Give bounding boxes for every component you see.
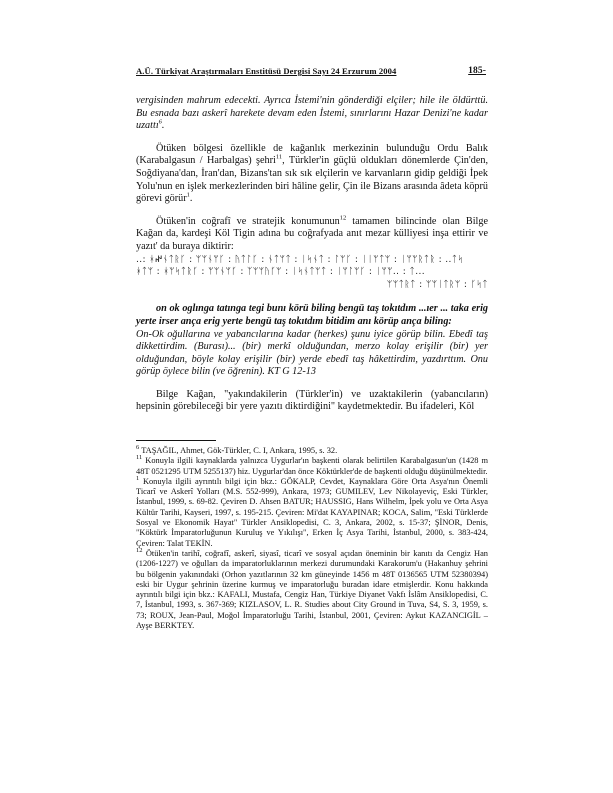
running-header bbox=[136, 66, 486, 76]
footnote-ref: 12 bbox=[339, 214, 347, 222]
footnote-text: Konuyla ilgili ayrıntılı bilgi için bkz.: GÖKALP, Cevdet, Kaynaklara Göre Orta Asya'nın Önemli Ticarî ve Askerî Yolları (M.S. 552-999), Ankara, 1973; GUMILEV, Lev Nikolayeviç, Eski Türkler, İstanbul, 1999, s. 69-82. Çeviren D. Ahsen BATUR; HAUSSIG, Hans Wilhelm, İpek yolu ve Orta Asya Kültür Tarihi, Kayseri, 1997, s. 195-215. Çeviren: Mi'dat KAYAPINAR; KOCA, Salim, "Eski Türklerde Sosyal ve Ekonomik Hayat" Türkler Ansiklopedisi, C. 3, Ankara, 2002, s. 15-37; ŞİNOR, Denis, "Köktürk İmparatorluğunun Kuruluş ve Yıkılışı", Erken İç Asya Tarihi, İstanbul, 2000, s. 383-424, Çeviren: Talat TEKİN. bbox=[136, 476, 488, 548]
footnote-ref: 1 bbox=[186, 191, 190, 199]
runic-inscription-line-3: ᛘᛘᛏᚱᛏ : ᛘᛘᛁᛏᚱᛘ : ᚴᛋᛏ bbox=[386, 279, 488, 290]
transliteration: on ok oglınga tatınga tegi bunı körü biling bengü taş tokıtdım ...ıer ... taka erig yerte irser ança erig yerte bengü taş tokıtdım bitidim anı körüp ança biling: bbox=[136, 303, 488, 327]
footnote bbox=[136, 456, 488, 477]
footnote bbox=[136, 446, 488, 456]
quote-continuation: vergisinden mahrum edecekti. Ayrıca İstemi'nin gönderdiği elçiler; hile ile öldürttü. Bu esnada bazı askerî harekete devam eden İstemi, sınırlarını Hazar Denizi'ne kadar uzattı$^6$. bbox=[136, 95, 488, 132]
footnote bbox=[136, 477, 488, 549]
page-number: 185- bbox=[468, 66, 486, 76]
translation: On-Ok oğullarına ve yabancılarına kadar (herkes) şunu iyice görüp bilin. Ebedî taş dikkettirdim. (Burası)... (bir) merkî olduğundan, merzo kolay erişilir (bir) yer olduğundan, böyle kolay erişilir (bir) yerde ebedî taş hâkettirdim, yazdırttım. Onu görüp öylece bilin (ve öğrenin). KT G 12-13 bbox=[136, 328, 488, 378]
footnote-ref: 6 bbox=[158, 118, 162, 126]
footnote-mark: 11 bbox=[136, 454, 143, 462]
paragraph-text: , Türkler'in güçlü oldukları dönemlerde Çin'den, Soğdiyana'dan, İran'dan, Bizans'tan sık sık elçilerin ve karvanların gidip geldiği İpek Yolu'nun en işlek merkezlerinden biri hâline gelir, Çin ile Bizans arasında âdeta köprü görevi görür bbox=[136, 155, 488, 205]
footnote-text: Ötüken'in tarihî, coğrafî, askerî, siyasî, ticarî ve sosyal açıdan öneminin bir kanıtı da Cengiz Han (1206-1227) ve oğulları da imparatorluklarının merkezi durumundaki Karakorum'u (Hakanhuy şehrini bu bölgenin yakınındaki (Orhon yazıtlarının 32 km güneyinde 1456 m 48T 0136565 UTM 52380394) eski bir Uygur şehrinin üzerine kurmuş ve imparatorluğu buradan idare etmişlerdir. Konu hakkında ayrıntılı bilgi için bkz.: KAFALI, Mustafa, Cengiz Han, Türkiye Diyanet Vakfı İslâm Ansiklopedisi, C. 7, İstanbul, 1993, s. 367-369; KIZLASOV, L. R. Studies about City Ground in Tuva, S4, S. 3, 1959, s. 73; ROUX, Jean-Paul, Moğol İmparatorluğu Tarihi, İstanbul, 2001, Çeviren: Aykut KAZANCIGİL – Ayşe BERKTEY. bbox=[136, 548, 488, 631]
paragraph-text: . bbox=[189, 193, 193, 205]
footnote-mark: 12 bbox=[136, 547, 143, 555]
footnotes bbox=[136, 446, 488, 631]
journal-title: A.Ü. Türkiyat Araştırmaları Enstitüsü Dergisi Sayı 24 Erzurum 2004 bbox=[136, 66, 397, 76]
paragraph-text: tamamen bilincinde olan Bilge Kağan da, kardeşi Köl Tigin adına bu coğrafyada anıt mezar külliyesi inşa ettirir ve yazıt' da buraya diktirir: bbox=[136, 215, 488, 252]
footnote-ref: 11 bbox=[275, 153, 283, 161]
runic-inscription-line-1: ..: ᚼ𐰤ᚾᛏᚱᚴ : ᛘᛘᚾᛘᚴ : ᚤᛏᛚᚴ : ᚾᛏᛘᛏ : ᛁᛋᚾᛏ : ᛚᛘᚴ : ᛁᛁᛘᛏᛘ : ᛁᛘᛘᚱᛏᚱ : ..ᛏᛋ bbox=[136, 254, 464, 265]
quote-text: vergisinden mahrum edecekti. Ayrıca İstemi'nin gönderdiği elçiler; hile ile öldürttü. Bu esnada bazı askerî harekete devam eden İstemi, sınırlarını Hazar Denizi'ne kadar uzattı bbox=[136, 95, 488, 132]
footnote-text: Konuyla ilgili kaynaklarda yalnızca Uygurlar'ın başkenti olarak belirtilen Karabalgasun'un (1428 m 48T 0521295 UTM 5255137) hiz. Uygurlar'dan önce Köktürkler'de de başkenti olduğu düşünülmektedir. bbox=[136, 456, 488, 476]
body-text bbox=[136, 95, 488, 414]
footnote-mark: 1 bbox=[136, 475, 140, 483]
footnote bbox=[136, 549, 488, 631]
paragraph-text: Ötüken bölgesi özellikle de kağanlık merkezinin bulunduğu Ordu Balık (Karabalgasun / Harbalgas) şehri bbox=[136, 142, 488, 167]
paragraph-otuken bbox=[136, 143, 488, 206]
footnote-text: TAŞAĞIL, Ahmet, Gök-Türkler, C. I, Ankara, 1995, s. 32. bbox=[141, 446, 338, 455]
footnote-separator bbox=[136, 440, 216, 441]
footnote-mark: 6 bbox=[136, 444, 140, 452]
paragraph-strategic bbox=[136, 216, 488, 254]
runic-inscription-line-2: ᚼᛏᛘ : ᚼᛘᛋᛏᚱᚴ : ᛘᛘᚾᛘᚴ : ᛉᛘᛘᚤᚴᛘ : ᛁᛋᚾᛏᛘᛏ : ᛁᛘᛚᛘᚴ : ᛁᛘᛘ.. : ᛏ... bbox=[136, 267, 425, 278]
paragraph-text: Ötüken'in coğrafî ve stratejik konumunun bbox=[156, 215, 340, 227]
paragraph-bilge-kagan: Bilge Kağan, "yakındakilerin (Türkler'in) ve uzaktakilerin (yabancıların) hepsinin görebileceği bir yere yazıtı diktirdiğini" kaydetmektedir. Bu ifadeleri, Köl bbox=[136, 388, 488, 413]
